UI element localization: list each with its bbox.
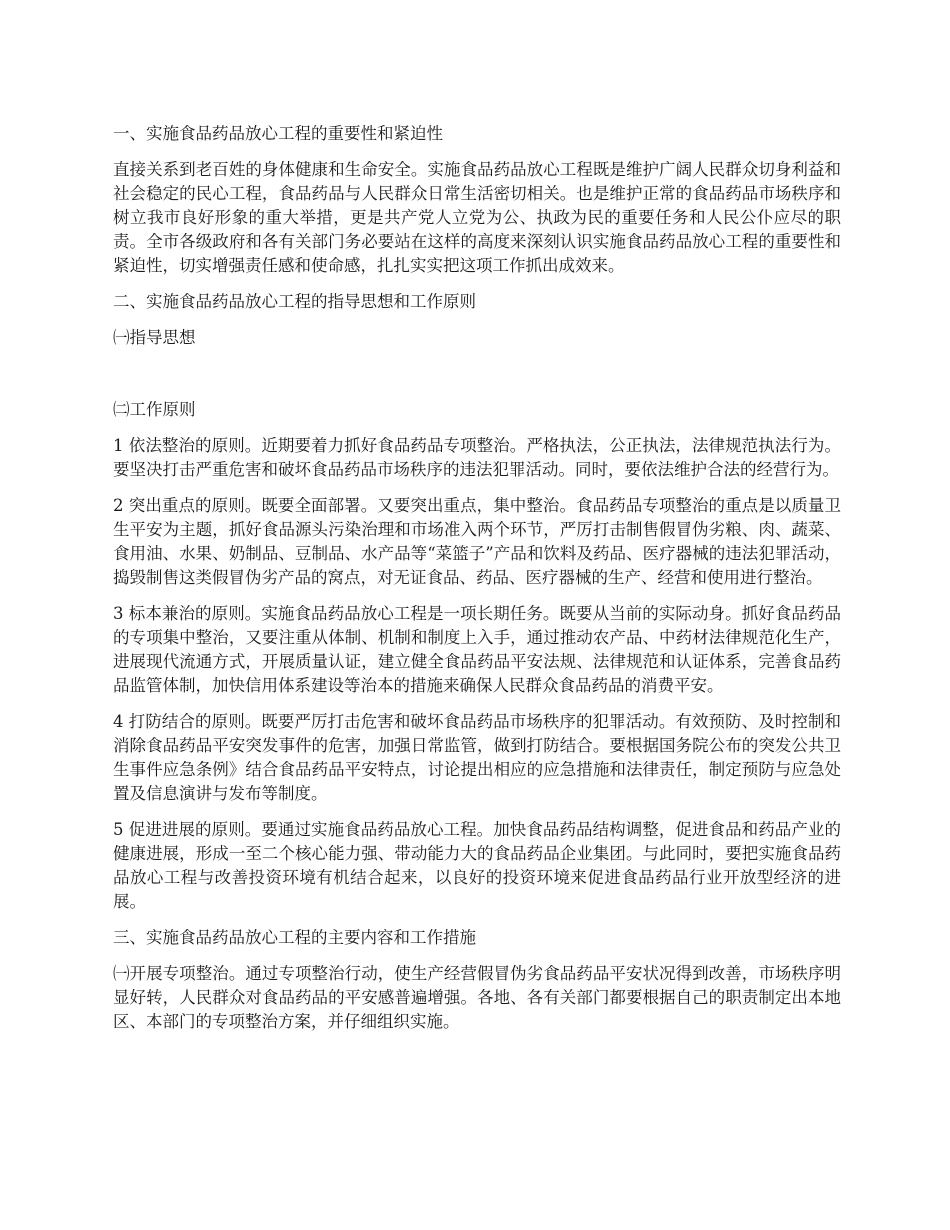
subheading-work-principles: ㈡工作原则 <box>113 400 196 419</box>
principle-1-paragraph: 1 依法整治的原则。近期要着力抓好食品药品专项整治。严格执法，公正执法，法律规范执法行为。要坚决打击严重危害和破坏食品药品市场秩序的违法犯罪活动。同时，要依法维护合法的经营行为。 <box>113 436 841 479</box>
section-1-heading: 一、实施食品药品放心工程的重要性和紧迫性 <box>113 124 443 143</box>
principle-4-paragraph: 4 打防结合的原则。既要严厉打击危害和破坏食品药品市场秩序的犯罪活动。有效预防、及时控制和消除食品药品平安突发事件的危害，加强日常监管，做到打防结合。要根据国务院公布的突发公共卫生事件应急条例》结合食品药品平安特点，讨论提出相应的应急措施和法律责任，制定预防与应急处置及信息演讲与发布等制度。 <box>113 712 841 803</box>
section-2-heading: 二、实施食品药品放心工程的指导思想和工作原则 <box>113 292 476 311</box>
principle-3-paragraph: 3 标本兼治的原则。实施食品药品放心工程是一项长期任务。既要从当前的实际动身。抓好食品药品的专项集中整治，又要注重从体制、机制和制度上入手，通过推动农产品、中药材法律规范化生产，进展现代流通方式，开展质量认证，建立健全食品药品平安法规、法律规范和认证体系，完善食品药品监管体制，加快信用体系建设等治本的措施来确保人民群众食品药品的消费平安。 <box>113 604 841 695</box>
section-3-heading: 三、实施食品药品放心工程的主要内容和工作措施 <box>113 928 476 947</box>
blank-space <box>113 362 841 398</box>
section-1-paragraph: 直接关系到老百姓的身体健康和生命安全。实施食品药品放心工程既是维护广阔人民群众切身利益和社会稳定的民心工程，食品药品与人民群众日常生活密切相关。也是维护正常的食品药品市场秩序和树立我市良好形象的重大举措，更是共产党人立党为公、执政为民的重要任务和人民公仆应尽的职责。全市各级政府和各有关部门务必要站在这样的高度来深刻认识实施食品药品放心工程的重要性和紧迫性，切实增强责任感和使命感，扎扎实实把这项工作抓出成效来。 <box>113 160 841 275</box>
principle-5-paragraph: 5 促进进展的原则。要通过实施食品药品放心工程。加快食品药品结构调整，促进食品和药品产业的健康进展，形成一至二个核心能力强、带动能力大的食品药品企业集团。与此同时，要把实施食品药品放心工程与改善投资环境有机结合起来，以良好的投资环境来促进食品药品行业开放型经济的进展。 <box>113 820 841 911</box>
document-body <box>113 122 841 1046</box>
section-3-paragraph: ㈠开展专项整治。通过专项整治行动，使生产经营假冒伪劣食品药品平安状况得到改善，市场秩序明显好转，人民群众对食品药品的平安感普遍增强。各地、各有关部门都要根据自己的职责制定出本地区、本部门的专项整治方案，并仔细组织实施。 <box>113 964 841 1031</box>
principle-2-paragraph: 2 突出重点的原则。既要全面部署。又要突出重点，集中整治。食品药品专项整治的重点是以质量卫生平安为主题，抓好食品源头污染治理和市场准入两个环节，严厉打击制售假冒伪劣粮、肉、蔬菜、食用油、水果、奶制品、豆制品、水产品等“菜篮子”产品和饮料及药品、医疗器械的违法犯罪活动，捣毁制售这类假冒伪劣产品的窝点，对无证食品、药品、医疗器械的生产、经营和使用进行整治。 <box>113 496 841 587</box>
subheading-guiding-thought: ㈠指导思想 <box>113 328 196 347</box>
